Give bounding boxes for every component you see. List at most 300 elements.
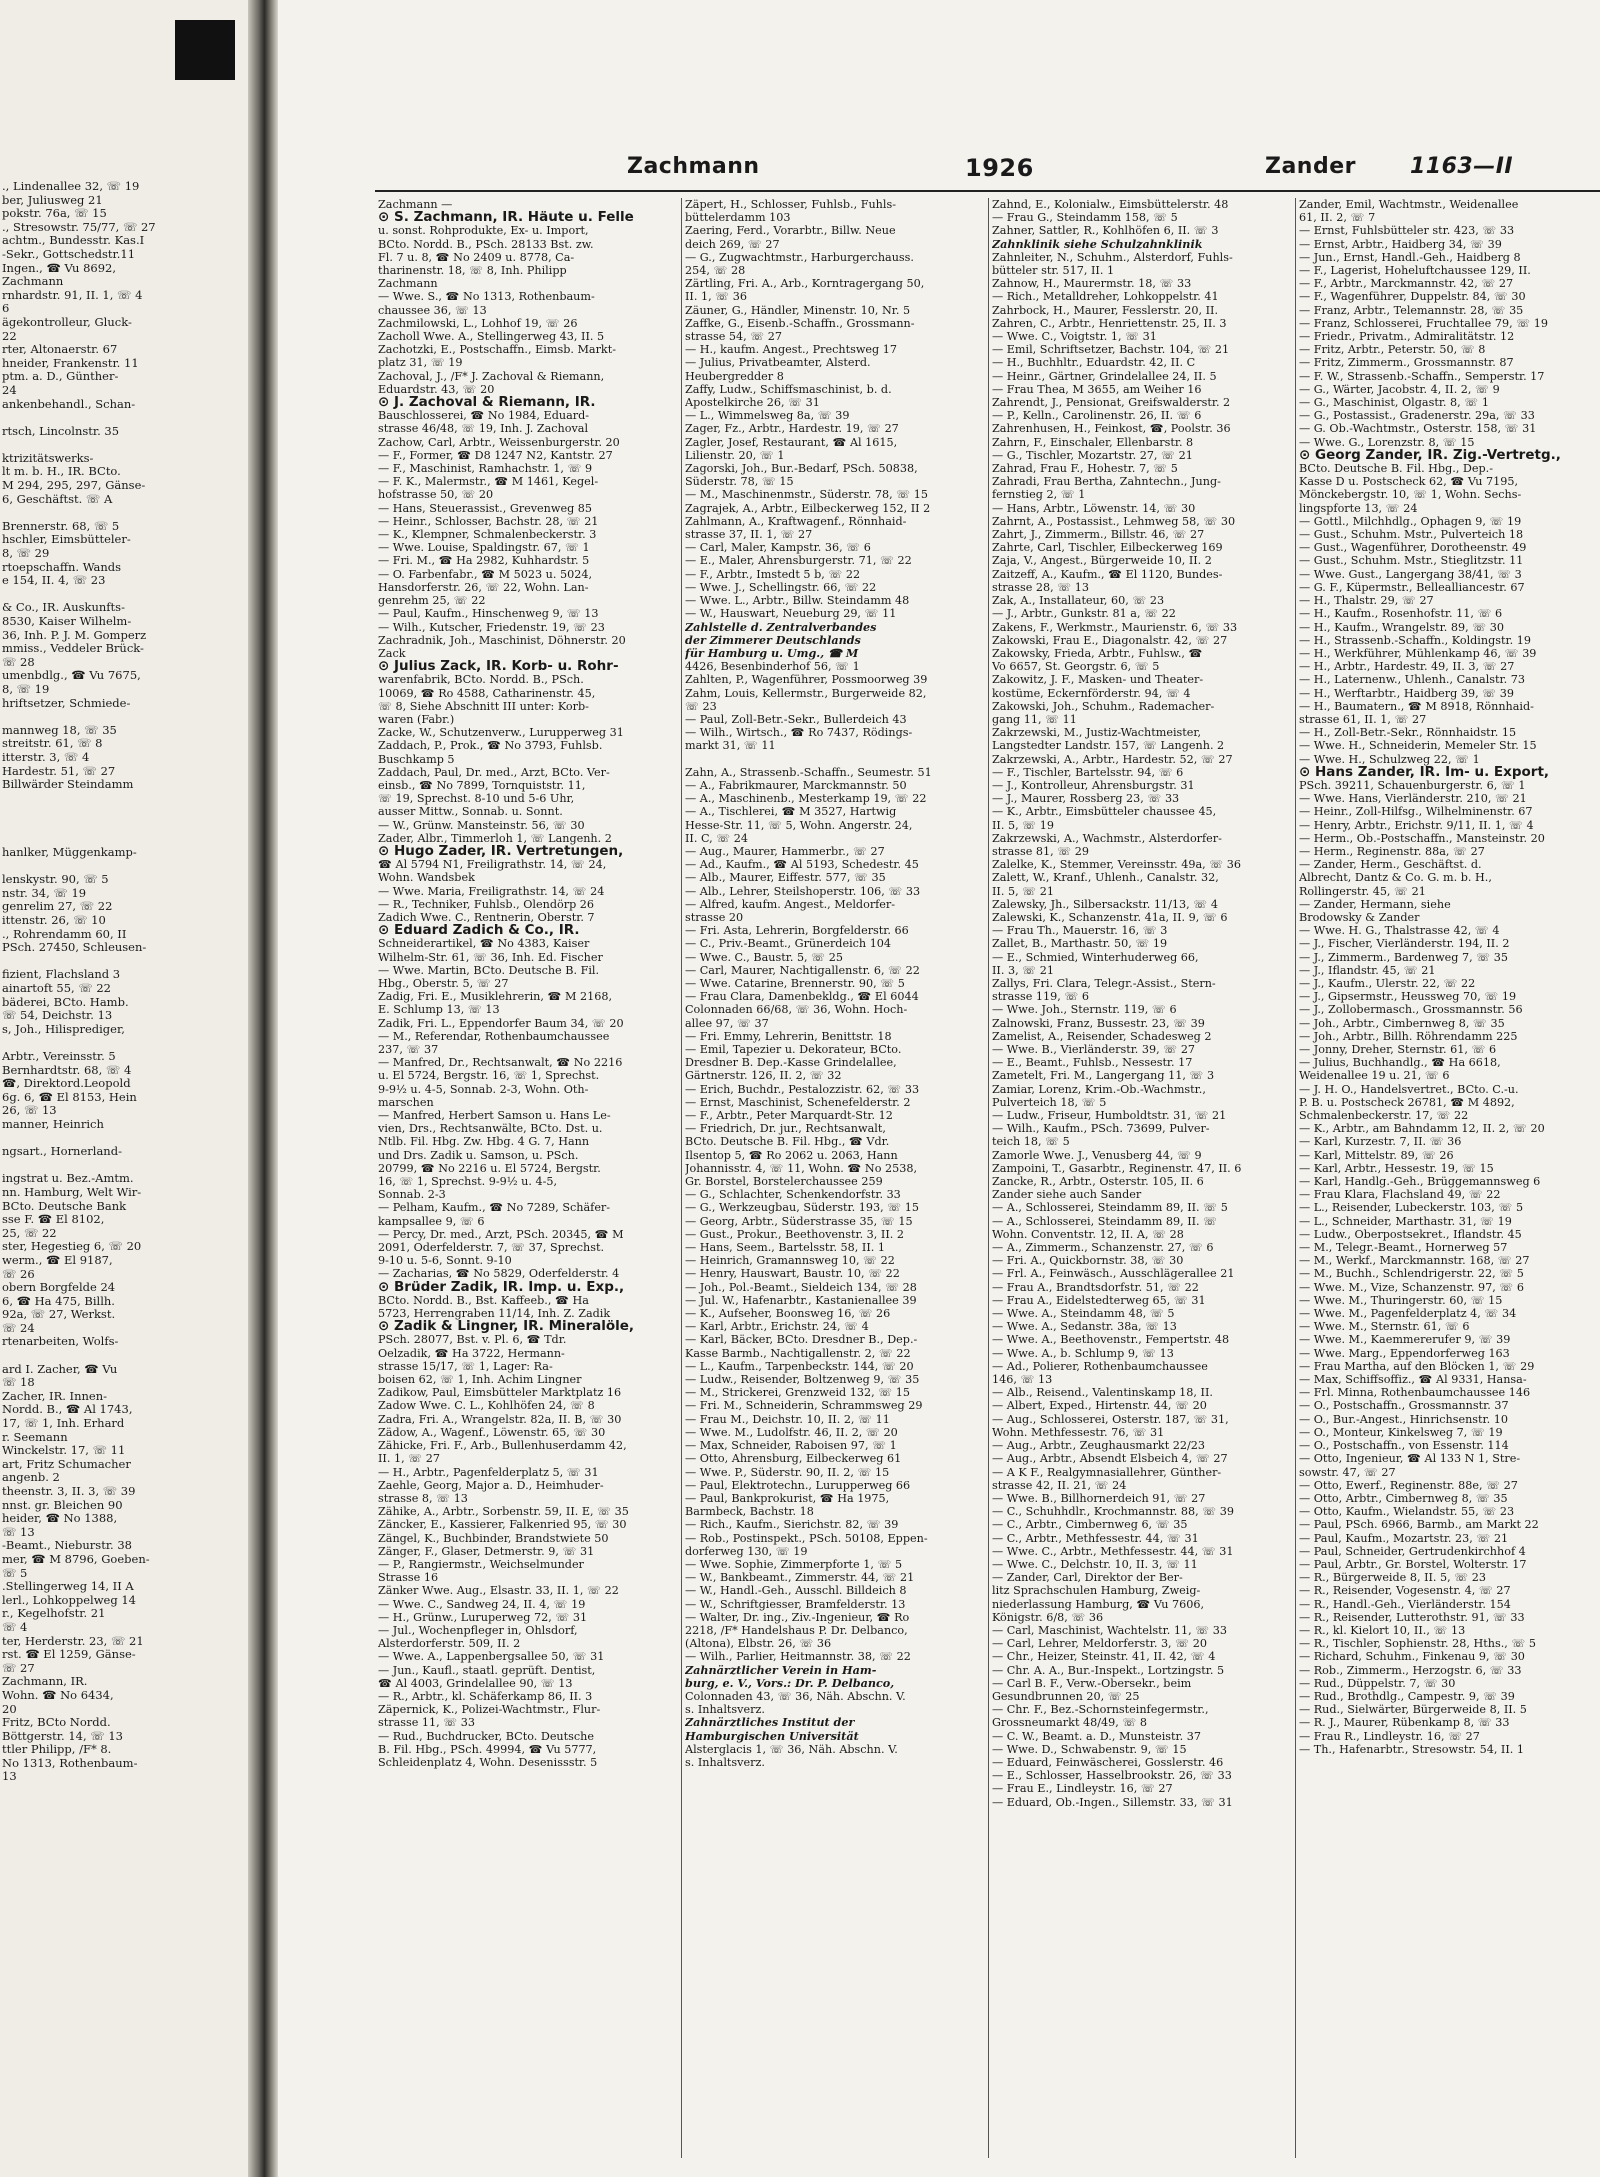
directory-entry-line: der Zimmerer Deutschlands [685, 633, 861, 647]
directory-entry-line: vien, Drs., Rechtsanwälte, BCto. Dst. u. [378, 1122, 603, 1136]
directory-entry-line: — Walter, Dr. ing., Ziv.-Ingenieur, ☎ Ro [685, 1610, 910, 1624]
directory-entry-line: — R., Reisender, Vogesenstr. 4, ☏ 27 [1299, 1584, 1511, 1598]
left-page-line: 6, ☎ Ha 475, Billh. [2, 1294, 115, 1308]
directory-entry-line: sowstr. 47, ☏ 27 [1299, 1465, 1396, 1479]
directory-entry-line: — Paul, Zoll-Betr.-Sekr., Bullerdeich 43 [685, 712, 907, 726]
directory-entry-line: Zampoini, T., Gasarbtr., Reginenstr. 47, II. 6 [992, 1161, 1242, 1175]
directory-entry-line: 4426, Besenbinderhof 56, ☏ 1 [685, 660, 860, 674]
directory-entry-line: B. Fil. Hbg., PSch. 49994, ☎ Vu 5777, [378, 1742, 597, 1756]
directory-entry-line: — Wilh., Kaufm., PSch. 73699, Pulver- [992, 1122, 1210, 1136]
directory-entry-line: Weidenallee 19 u. 21, ☏ 6 [1299, 1069, 1450, 1083]
directory-entry-line: ⊙ Eduard Zadich & Co., IR. [378, 924, 580, 938]
left-page-line: mannweg 18, ☏ 35 [2, 723, 117, 737]
directory-entry-line: Vo 6657, St. Georgstr. 6, ☏ 5 [992, 660, 1160, 674]
page-gutter [248, 0, 278, 2177]
directory-entry-line: — K., Aufseher, Boonsweg 16, ☏ 26 [685, 1307, 891, 1321]
directory-entry-line: — Fritz, Arbtr., Peterstr. 50, ☏ 8 [1299, 343, 1486, 357]
directory-entry-line: Zalewski, K., Schanzenstr. 41a, II. 9, ☏ 6 [992, 910, 1228, 924]
directory-column-4 [1296, 198, 1600, 2158]
directory-entry-line: — Jul., Wochenpfleger in, Ohlsdorf, [378, 1623, 578, 1637]
directory-entry-line: — P., Rangiermstr., Weichselmunder [378, 1557, 584, 1571]
directory-entry-line: PSch. 28077, Bst. v. Pl. 6, ☎ Tdr. [378, 1333, 567, 1347]
directory-entry-line: — G., Maschinist, Olgastr. 8, ☏ 1 [1299, 396, 1489, 410]
directory-entry-line: — Wwe. Joh., Sternstr. 119, ☏ 6 [992, 1003, 1177, 1017]
directory-entry-line: — J., Kontrolleur, Ahrensburgstr. 31 [992, 778, 1195, 792]
left-page-line: No 1313, Rothenbaum- [2, 1756, 138, 1770]
left-page-line: & Co., IR. Auskunfts- [2, 601, 125, 615]
directory-entry-line: Zalelke, K., Stemmer, Vereinsstr. 49a, ☏ 36 [992, 858, 1242, 872]
directory-entry-line: Zahlten, P., Wagenführer, Possmoorweg 39 [685, 673, 928, 687]
directory-entry-line: 2091, Oderfelderstr. 7, ☏ 37, Sprechst. [378, 1241, 605, 1255]
directory-entry-line: s. Inhaltsverz. [685, 1703, 765, 1717]
left-page-line: ☎, Direktord.Leopold [2, 1077, 131, 1091]
directory-entry-line: — H., Zoll-Betr.-Sekr., Rönnhaidstr. 15 [1299, 726, 1517, 740]
directory-entry-line: — Gust., Schuhm. Mstr., Pulverteich 18 [1299, 528, 1524, 542]
left-page-line: ngsart., Hornerland- [2, 1145, 122, 1159]
directory-entry-line: Brodowsky & Zander [1299, 910, 1420, 924]
directory-entry-line: Zäpernick, K., Polizei-Wachtmstr., Flur- [378, 1703, 601, 1717]
left-page-line: rter, Altonaerstr. 67 [2, 343, 118, 357]
left-page-line: 20 [2, 1702, 17, 1716]
left-page-line: nstr. 34, ☏ 19 [2, 886, 87, 900]
directory-entry-line: Zahlmann, A., Kraftwagenf., Rönnhaid- [685, 514, 907, 528]
directory-entry-line: waren (Fabr.) [378, 712, 455, 726]
left-page-line: mer, ☎ M 8796, Goeben- [2, 1552, 150, 1566]
left-page-line: ☏ 28 [2, 655, 35, 669]
directory-entry-line: Zaehle, Georg, Major a. D., Heimhuder- [378, 1478, 604, 1492]
directory-entry-line: — Alb., Reisend., Valentinskamp 18, II. [992, 1386, 1213, 1400]
directory-entry-line: strasse 8, ☏ 13 [378, 1491, 468, 1505]
left-page-line [2, 805, 242, 819]
directory-entry-line: warenfabrik, BCto. Nordd. B., PSch. [378, 673, 584, 687]
left-page-line: umenbdlg., ☎ Vu 7675, [2, 669, 141, 683]
directory-entry-line: — Otto, Kaufm., Wielandstr. 55, ☏ 23 [1299, 1505, 1515, 1519]
directory-entry-line: Sonnab. 2-3 [378, 1188, 446, 1202]
directory-entry-line: Zahrendt, J., Pensionat, Greifswalderstr. 2 [992, 396, 1231, 410]
left-page-line: ☏ 26 [2, 1267, 35, 1281]
directory-entry-line: deich 269, ☏ 27 [685, 237, 780, 251]
directory-entry-line: — Karl, Arbtr., Hessestr. 19, ☏ 15 [1299, 1161, 1494, 1175]
directory-entry-line: — Otto, Arbtr., Cimbernweg 8, ☏ 35 [1299, 1491, 1508, 1505]
directory-entry-line: 20799, ☎ No 2216 u. El 5724, Bergstr. [378, 1161, 601, 1175]
directory-entry-line: — Paul, PSch. 6966, Barmb., am Markt 22 [1299, 1518, 1539, 1532]
left-page-line: mmiss., Veddeler Brück- [2, 642, 144, 656]
directory-entry-line: — Wwe. L., Arbtr., Billw. Steindamm 48 [685, 594, 910, 608]
directory-entry-line: Colonnaden 66/68, ☏ 36, Wohn. Hoch- [685, 1003, 908, 1017]
directory-entry-line: Zancke, R., Arbtr., Osterstr. 105, II. 6 [992, 1175, 1204, 1189]
directory-entry-line: hofstrasse 50, ☏ 20 [378, 488, 494, 502]
directory-entry-line: — Percy, Dr. med., Arzt, PSch. 20345, ☎ M [378, 1227, 624, 1241]
directory-entry-line: — Rud., Brothdlg., Campestr. 9, ☏ 39 [1299, 1689, 1515, 1703]
directory-entry-line: Zagrajek, A., Arbtr., Eilbeckerweg 152, II 2 [685, 501, 931, 515]
directory-entry-line: 16, ☏ 1, Sprechst. 9-9½ u. 4-5, [378, 1175, 558, 1189]
directory-entry-line: lingspforte 13, ☏ 24 [1299, 501, 1418, 515]
directory-entry-line: Zachow, Carl, Arbtr., Weissenburgerstr. 20 [378, 435, 620, 449]
left-page [0, 0, 248, 2177]
directory-entry-line: strasse 15/17, ☏ 1, Lager: Ra- [378, 1359, 553, 1373]
directory-entry-line: — Wwe. C., Delchstr. 10, II. 3, ☏ 11 [992, 1557, 1198, 1571]
directory-entry-line: — Max, Schiffsoffiz., ☎ Al 9331, Hansa- [1299, 1373, 1527, 1387]
directory-entry-line: P. B. u. Postscheck 26781, ☎ M 4892, [1299, 1095, 1515, 1109]
left-page-line: Zachmann [2, 275, 64, 289]
left-page-line: 24 [2, 383, 17, 397]
running-header [285, 150, 1600, 190]
directory-entry-line: — H., Baumatern., ☎ M 8918, Rönnhaid- [1299, 699, 1534, 713]
directory-entry-line: — Chr. A. A., Bur.-Inspekt., Lortzingstr. 5 [992, 1663, 1225, 1677]
directory-entry-line: — Wwe. Louise, Spaldingstr. 67, ☏ 1 [378, 541, 590, 555]
directory-entry-line: — R., Techniker, Fuhlsb., Olendörp 26 [378, 897, 595, 911]
directory-entry-line: Strasse 16 [378, 1571, 439, 1585]
directory-entry-line: — J., Maurer, Rossberg 23, ☏ 33 [992, 792, 1180, 806]
directory-entry-line: — L., Schneider, Marthastr. 31, ☏ 19 [1299, 1214, 1512, 1228]
left-page-line [2, 1159, 242, 1173]
directory-entry-line: Pulverteich 18, ☏ 5 [992, 1095, 1107, 1109]
directory-entry-line: — Wwe. B., Billhornerdeich 91, ☏ 27 [992, 1491, 1206, 1505]
directory-entry-line: — Friedrich, Dr. jur., Rechtsanwalt, [685, 1122, 886, 1136]
left-page-line [2, 1349, 242, 1363]
directory-entry-line: — Ernst, Maschinist, Schenefelderstr. 2 [685, 1095, 911, 1109]
left-page-line: Fritz, BCto Nordd. [2, 1716, 111, 1730]
directory-entry-line: — Wwe. H., Schneiderin, Memeler Str. 15 [1299, 739, 1537, 753]
left-page-line: ☏ 18 [2, 1376, 35, 1390]
directory-entry-line: — Frau Th., Mauerstr. 16, ☏ 3 [992, 924, 1168, 938]
directory-entry-line: — Carl, Lehrer, Meldorferstr. 3, ☏ 20 [992, 1637, 1207, 1651]
directory-entry-line: — Eduard, Ob.-Ingen., Sillemstr. 33, ☏ 31 [992, 1795, 1233, 1809]
directory-entry-line: Heubergredder 8 [685, 369, 784, 383]
directory-entry-line: — Wwe. G., Lorenzstr. 8, ☏ 15 [1299, 435, 1475, 449]
directory-entry-line: — H., Werftarbtr., Haidberg 39, ☏ 39 [1299, 686, 1514, 700]
directory-entry-line: Zähicke, Fri. F., Arb., Bullenhuserdamm 42, [378, 1439, 627, 1453]
directory-entry-line: Zallys, Fri. Clara, Telegr.-Assist., Stern- [992, 976, 1216, 990]
directory-entry-line: — Gust., Schuhm. Mstr., Stieglitzstr. 11 [1299, 554, 1524, 568]
directory-entry-line: ⊙ Julius Zack, IR. Korb- u. Rohr- [378, 660, 619, 674]
directory-entry-line: Schleidenplatz 4, Wohn. Desenissstr. 5 [378, 1755, 598, 1769]
directory-entry-line: — Aug., Arbtr., Absendt Elsbeich 4, ☏ 27 [992, 1452, 1228, 1466]
directory-entry-line: BCto. Nordd. B., Bst. Kaffeeb., ☎ Ha [378, 1293, 589, 1307]
directory-entry-line: litz Sprachschulen Hamburg, Zweig- [992, 1584, 1201, 1598]
directory-entry-line: — F. W., Strassenb.-Schaffn., Semperstr. 17 [1299, 369, 1545, 383]
directory-entry-line: — Wwe. M., Pagenfelderplatz 4, ☏ 34 [1299, 1307, 1517, 1321]
directory-entry-line: — Karl, Kurzestr. 7, II. ☏ 36 [1299, 1135, 1462, 1149]
left-page-line: 17, ☏ 1, Inh. Erhard [2, 1417, 125, 1431]
left-page-line: PSch. 27450, Schleusen- [2, 941, 147, 955]
directory-entry-line: strasse 81, ☏ 29 [992, 844, 1090, 858]
directory-entry-line: ☏ 19, Sprechst. 8-10 und 5-6 Uhr, [378, 792, 575, 806]
directory-entry-line: Zametelt, Fri. M., Langergang 11, ☏ 3 [992, 1069, 1215, 1083]
directory-entry-line: Zachradnik, Joh., Maschinist, Döhnerstr. 20 [378, 633, 626, 647]
left-page-line: hschler, Eimsbütteler- [2, 533, 131, 547]
directory-entry-line: — H., Kaufm., Wrangelstr. 89, ☏ 30 [1299, 620, 1504, 634]
directory-entry-line: — Ernst, Arbtr., Haidberg 34, ☏ 39 [1299, 237, 1502, 251]
directory-entry-line: — Fri. Emmy, Lehrerin, Benittstr. 18 [685, 1029, 892, 1043]
directory-entry-line: Zahn, A., Strassenb.-Schaffn., Seumestr. 51 [685, 765, 932, 779]
directory-entry-line: Zakens, F., Werkmstr., Maurienstr. 6, ☏ 33 [992, 620, 1238, 634]
directory-entry-line: — Jun., Ernst, Handl.-Geh., Haidberg 8 [1299, 250, 1521, 264]
directory-entry-line: Kasse Barmb., Nachtigallenstr. 2, ☏ 22 [685, 1346, 911, 1360]
directory-entry-line: — Max, Schneider, Raboisen 97, ☏ 1 [685, 1439, 897, 1453]
directory-entry-line: tharinenstr. 18, ☏ 8, Inh. Philipp [378, 264, 567, 278]
left-page-line: rst. ☎ El 1259, Gänse- [2, 1648, 136, 1662]
directory-entry-line: — Joh., Arbtr., Billh. Röhrendamm 225 [1299, 1029, 1518, 1043]
left-page-line: ☏ 27 [2, 1661, 35, 1675]
directory-entry-line: — J., Kaufm., Ulerstr. 22, ☏ 22 [1299, 976, 1476, 990]
left-page-line: Ingen., ☎ Vu 8692, [2, 261, 117, 275]
directory-entry-line: — J., Fischer, Vierländerstr. 194, II. 2 [1299, 937, 1510, 951]
directory-entry-line: — G. Ob.-Wachtmstr., Osterstr. 158, ☏ 31 [1299, 422, 1537, 436]
directory-entry-line: ausser Mittw., Sonnab. u. Sonnt. [378, 805, 563, 819]
directory-entry-line: (Altona), Elbstr. 26, ☏ 36 [685, 1637, 832, 1651]
directory-entry-line: Zander, Emil, Wachtmstr., Weidenallee [1299, 198, 1519, 211]
directory-entry-line: Zakrzewski, A., Arbtr., Hardestr. 52, ☏ 27 [992, 752, 1233, 766]
left-page-line: 6, Geschäftst. ☏ A [2, 492, 113, 506]
left-page-line [2, 792, 242, 806]
left-page-line [2, 819, 242, 833]
directory-entry-line: — Aug., Schlosserei, Osterstr. 187, ☏ 31, [992, 1412, 1229, 1426]
left-page-line: s, Joh., Hilisprediger, [2, 1022, 125, 1036]
directory-entry-line: — Wwe. C., Baustr. 5, ☏ 25 [685, 950, 843, 964]
left-page-line [2, 860, 242, 874]
directory-entry-line: — H., Buchhltr., Eduardstr. 42, II. C [992, 356, 1196, 370]
directory-entry-line: Oelzadik, ☎ Ha 3722, Hermann- [378, 1346, 565, 1360]
directory-entry-line: — Wwe. Martin, BCto. Deutsche B. Fil. [378, 963, 600, 977]
left-page-line: art, Fritz Schumacher [2, 1457, 131, 1471]
directory-entry-line: — W., Handl.-Geh., Ausschl. Billdeich 8 [685, 1584, 907, 1598]
directory-entry-line: — F., Arbtr., Imstedt 5 b, ☏ 22 [685, 567, 861, 581]
directory-entry-line: bütteler str. 517, II. 1 [992, 264, 1115, 278]
left-page-line: 22 [2, 329, 17, 343]
directory-entry-line: ☎ Al 4003, Grindelallee 90, ☏ 13 [378, 1676, 573, 1690]
directory-entry-line: — A., Zimmerm., Schanzenstr. 27, ☏ 6 [992, 1241, 1214, 1255]
directory-entry-line: — W., Schriftgiesser, Bramfelderstr. 13 [685, 1597, 906, 1611]
directory-entry-line: — Ad., Kaufm., ☎ Al 5193, Schedestr. 45 [685, 858, 919, 872]
left-page-line: 6 [2, 302, 10, 316]
left-page-line: BCto. Deutsche Bank [2, 1199, 127, 1213]
directory-entry-line: — Heinrich, Gramannsweg 10, ☏ 22 [685, 1254, 895, 1268]
left-page-line: achtm., Bundesstr. Kas.I [2, 234, 145, 248]
directory-entry-line: markt 31, ☏ 11 [685, 739, 776, 753]
directory-entry-line: strasse 28, ☏ 13 [992, 580, 1090, 594]
directory-entry-line: Zäuner, G., Händler, Minenstr. 10, Nr. 5 [685, 303, 911, 317]
directory-entry-line: Hbg., Oberstr. 5, ☏ 27 [378, 976, 509, 990]
left-page-line: Arbtr., Vereinsstr. 5 [2, 1050, 116, 1063]
directory-entry-line: — Wwe. A., Beethovenstr., Fempertstr. 48 [992, 1333, 1230, 1347]
left-page-line: ägekontrolleur, Gluck- [2, 315, 132, 329]
left-page-line [2, 1036, 242, 1050]
directory-entry-line: — Rob., Zimmerm., Herzogstr. 6, ☏ 33 [1299, 1663, 1522, 1677]
directory-entry-line: Zaffke, G., Eisenb.-Schaffn., Grossmann- [685, 316, 915, 330]
directory-entry-line: — R., Reisender, Lutterothstr. 91, ☏ 33 [1299, 1610, 1525, 1624]
directory-entry-line: Zahradi, Frau Bertha, Zahntechn., Jung- [992, 475, 1221, 489]
directory-entry-line: — Frau Martha, auf den Blöcken 1, ☏ 29 [1299, 1359, 1535, 1373]
directory-entry-line: Zahnärztlicher Verein in Ham- [685, 1663, 877, 1677]
directory-entry-line: — C., Priv.-Beamt., Grünerdeich 104 [685, 937, 892, 951]
directory-entry-line: — Heinr., Zoll-Hilfsg., Wilhelminenstr. 67 [1299, 805, 1533, 819]
directory-entry-line: — Wwe. H. G., Thalstrasse 42, ☏ 4 [1299, 924, 1500, 938]
directory-entry-line: — Jonny, Dreher, Sternstr. 61, ☏ 6 [1299, 1043, 1497, 1056]
directory-entry-line: — Gust., Prokur., Beethovenstr. 3, II. 2 [685, 1227, 904, 1241]
directory-entry-line: — Richard, Schuhm., Finkenau 9, ☏ 30 [1299, 1650, 1525, 1664]
directory-entry-line: — Wwe. Hans, Vierländerstr. 210, ☏ 21 [1299, 792, 1527, 806]
left-page-line: ☏ 4 [2, 1620, 28, 1634]
directory-entry-line: Zadra, Fri. A., Wrangelstr. 82a, II. B, ☏ 30 [378, 1412, 622, 1426]
directory-entry-line: Fl. 7 u. 8, ☎ No 2409 u. 8778, Ca- [378, 250, 575, 264]
directory-entry-line: — F., Lagerist, Hoheluftchaussee 129, II. [1299, 264, 1531, 278]
left-page-line: 13 [2, 1770, 17, 1784]
directory-entry-line: u. El 5724, Bergstr. 16, ☏ 1, Sprechst. [378, 1069, 600, 1083]
directory-entry-line: Zalewsky, Jh., Silbersackstr. 11/13, ☏ 4 [992, 897, 1218, 911]
directory-entry-line: Zahrte, Carl, Tischler, Eilbeckerweg 169 [992, 541, 1223, 555]
directory-entry-line: — Frau M., Deichstr. 10, II. 2, ☏ 11 [685, 1412, 890, 1426]
directory-entry-line: — Albert, Exped., Hirtenstr. 44, ☏ 20 [992, 1399, 1207, 1413]
directory-entry-line: — G., Werkzeugbau, Süderstr. 193, ☏ 15 [685, 1201, 920, 1215]
directory-entry-line: strasse 119, ☏ 6 [992, 990, 1090, 1004]
directory-entry-line: PSch. 39211, Schauenburgerstr. 6, ☏ 1 [1299, 778, 1526, 792]
directory-entry-line: — Aug., Arbtr., Zeughausmarkt 22/23 [992, 1439, 1206, 1453]
directory-entry-line: Apostelkirche 26, ☏ 31 [685, 396, 820, 410]
left-page-line: 8530, Kaiser Wilhelm- [2, 615, 132, 628]
directory-entry-line: Zakowski, Joh., Schuhm., Rademacher- [992, 699, 1215, 713]
directory-entry-line: — Wwe. A., Steindamm 48, ☏ 5 [992, 1307, 1175, 1321]
directory-entry-line: — Hans, Steuerassist., Grevenweg 85 [378, 501, 593, 515]
directory-entry-line: niederlassung Hamburg, ☎ Vu 7606, [992, 1597, 1205, 1611]
right-page [285, 0, 1600, 2177]
directory-entry-line: — L., Reisender, Lubeckerstr. 103, ☏ 5 [1299, 1201, 1524, 1215]
directory-entry-line: Eduardstr. 43, ☏ 20 [378, 382, 495, 396]
directory-entry-line: Zahnleiter, N., Schuhm., Alsterdorf, Fuhls- [992, 250, 1233, 264]
directory-entry-line: Zadow Wwe. C. L., Kohlhöfen 24, ☏ 8 [378, 1399, 595, 1413]
left-page-line: 6g. 6, ☎ El 8153, Hein [2, 1090, 137, 1104]
directory-entry-line: Grossneumarkt 48/49, ☏ 8 [992, 1716, 1148, 1730]
directory-entry-line: BCto. Nordd. B., PSch. 28133 Bst. zw. [378, 237, 594, 251]
directory-entry-line: — Manfred, Dr., Rechtsanwalt, ☎ No 2216 [378, 1056, 623, 1070]
directory-entry-line: II. 5, ☏ 21 [992, 884, 1054, 898]
directory-entry-line: Zahnärztliches Institut der [685, 1716, 855, 1730]
directory-entry-line: chaussee 36, ☏ 13 [378, 303, 487, 317]
directory-entry-line: — Manfred, Herbert Samson u. Hans Le- [378, 1109, 611, 1123]
directory-entry-line: — Wwe. Maria, Freiligrathstr. 14, ☏ 24 [378, 884, 605, 898]
directory-entry-line: ⊙ J. Zachoval & Riemann, IR. [378, 396, 596, 410]
directory-entry-line: Zachotzki, E., Postschaffn., Eimsb. Markt- [378, 343, 616, 357]
left-page-line: obern Borgfelde 24 [2, 1281, 116, 1295]
directory-entry-line: — Alfred, kaufm. Angest., Meldorfer- [685, 897, 896, 911]
directory-entry-line: Kasse D u. Postscheck 62, ☎ Vu 7195, [1299, 475, 1519, 489]
directory-entry-line: — Fri. A., Quickbornstr. 38, ☏ 30 [992, 1254, 1184, 1268]
directory-entry-line: II. 1, ☏ 36 [685, 290, 747, 304]
directory-entry-line: — Rich., Kaufm., Sierichstr. 82, ☏ 39 [685, 1518, 899, 1532]
directory-entry-line: 254, ☏ 28 [685, 264, 746, 278]
directory-entry-line: — Wwe. P., Süderstr. 90, II. 2, ☏ 15 [685, 1465, 890, 1479]
directory-entry-line: — Paul, Schneider, Gertrudenkirchhof 4 [1299, 1544, 1526, 1558]
left-page-line: itterstr. 3, ☏ 4 [2, 750, 90, 764]
directory-entry-line: — C., Arbtr., Cimbernweg 6, ☏ 35 [992, 1518, 1188, 1532]
directory-entry-line: Alsterdorferstr. 509, II. 2 [378, 1637, 521, 1651]
directory-entry-line: — Frl. Minna, Rothenbaumchaussee 146 [1299, 1386, 1531, 1400]
directory-entry-line: Zahnd, E., Kolonialw., Eimsbüttelerstr. 48 [992, 198, 1229, 211]
directory-entry-line: ☎ Al 5794 N1, Freiligrathstr. 14, ☏ 24, [378, 858, 607, 872]
directory-columns [375, 198, 1600, 2158]
directory-entry-line: — Rud., Düppelstr. 7, ☏ 30 [1299, 1676, 1456, 1690]
directory-entry-line: — O., Postschaffn., Grossmannstr. 37 [1299, 1399, 1509, 1413]
directory-entry-line: — R., kl. Kielort 10, II., ☏ 13 [1299, 1623, 1466, 1637]
directory-entry-line: — Fri. M., Schneiderin, Schrammsweg 29 [685, 1399, 923, 1413]
directory-entry-line: — Karl, Mittelstr. 89, ☏ 26 [1299, 1148, 1454, 1162]
directory-entry-line: dorferweg 130, ☏ 19 [685, 1544, 808, 1558]
directory-entry-line: — Joh., Arbtr., Cimbernweg 8, ☏ 35 [1299, 1016, 1505, 1030]
directory-entry-line: Zamiar, Lorenz, Krim.-Ob.-Wachmstr., [992, 1082, 1206, 1096]
directory-entry-line: — L., Wimmelsweg 8a, ☏ 39 [685, 409, 850, 423]
directory-entry-line: — Wwe. M., Thuringerstr. 60, ☏ 15 [1299, 1293, 1503, 1307]
directory-entry-line: strasse 61, II. 1, ☏ 27 [1299, 712, 1427, 726]
directory-entry-line: — Jun., Kaufl., staatl. geprüft. Dentist, [378, 1663, 596, 1677]
directory-entry-line: — Erich, Buchdr., Pestalozzistr. 62, ☏ 33 [685, 1082, 920, 1096]
left-page-line: -Beamt., Nieburstr. 38 [2, 1539, 133, 1553]
directory-entry-line: — Chr., Heizer, Steinstr. 41, II. 42, ☏ 4 [992, 1650, 1216, 1664]
directory-entry-line: — H., Thalstr. 29, ☏ 27 [1299, 594, 1434, 608]
left-page-line: hneider, Frankenstr. 11 [2, 356, 139, 370]
left-page-line: ttler Philipp, /F* 8. [2, 1743, 112, 1757]
left-page-line: Brennerstr. 68, ☏ 5 [2, 519, 120, 533]
directory-entry-line: — J., Arbtr., Gunkstr. 81 a, ☏ 22 [992, 607, 1176, 621]
directory-entry-line: — W., Bankbeamt., Zimmerstr. 44, ☏ 21 [685, 1571, 915, 1585]
directory-entry-line: — A., Fabrikmaurer, Marckmannstr. 50 [685, 778, 907, 792]
directory-entry-line: strasse 42, II. 21, ☏ 24 [992, 1478, 1127, 1492]
directory-entry-line: Wohn. Conventstr. 12, II. A, ☏ 28 [992, 1227, 1184, 1241]
directory-entry-line: Gärtnerstr. 126, II. 2, ☏ 32 [685, 1069, 842, 1083]
directory-entry-line: 10069, ☎ Ro 4588, Catharinenstr. 45, [378, 686, 596, 700]
directory-entry-line: — Frau A., Brandtsdorfstr. 51, ☏ 22 [992, 1280, 1199, 1294]
directory-entry-line: Zagler, Josef, Restaurant, ☎ Al 1615, [685, 435, 898, 449]
directory-entry-line: Zaitzeff, A., Kaufm., ☎ El 1120, Bundes- [992, 567, 1223, 581]
directory-entry-line: — Wwe. Sophie, Zimmerpforte 1, ☏ 5 [685, 1557, 903, 1571]
directory-entry-line: Buschkamp 5 [378, 752, 455, 766]
directory-entry-line: Zahnow, H., Maurermstr. 18, ☏ 33 [992, 277, 1192, 291]
directory-entry-line: — Frau G., Steindamm 158, ☏ 5 [992, 211, 1178, 225]
directory-entry-line: für Hamburg u. Umg., ☎ M [685, 646, 859, 660]
left-page-line: Böttgerstr. 14, ☏ 13 [2, 1729, 123, 1743]
directory-entry-line: — Wwe. A., Sedanstr. 38a, ☏ 13 [992, 1320, 1177, 1334]
directory-entry-line: — Gust., Wagenführer, Dorotheenstr. 49 [1299, 541, 1527, 555]
directory-entry-line: Zahrbock, H., Maurer, Fesslerstr. 20, II. [992, 303, 1219, 317]
directory-entry-line: Zahrad, Frau F., Hohestr. 7, ☏ 5 [992, 462, 1178, 476]
directory-entry-line: — G. F., Küpermstr., Bellealliancestr. 67 [1299, 580, 1525, 594]
directory-entry-line: Zak, A., Installateur, 60, ☏ 23 [992, 594, 1165, 608]
directory-column-2 [682, 198, 989, 2158]
directory-entry-line: Gr. Borstel, Borstelerchaussee 259 [685, 1175, 883, 1189]
header-rule [375, 190, 1600, 192]
left-page-line: nnst. gr. Bleichen 90 [2, 1498, 123, 1512]
directory-entry-line: Zadikow, Paul, Eimsbütteler Marktplatz 16 [378, 1386, 622, 1400]
header-year: 1926 [965, 154, 1034, 182]
directory-entry-line: Zakowski, Frau E., Diagonalstr. 42, ☏ 27 [992, 633, 1228, 647]
directory-entry-line: — O., Monteur, Kinkelsweg 7, ☏ 19 [1299, 1425, 1503, 1439]
directory-entry-line: Zahm, Louis, Kellermstr., Burgerweide 82, [685, 686, 927, 700]
directory-entry-line: — Paul, Arbtr., Gr. Borstel, Wolterstr. 17 [1299, 1557, 1527, 1571]
directory-entry-line: Zaja, V., Angest., Bürgerweide 10, II. 2 [992, 554, 1212, 568]
directory-entry-line: Zadik, Fri. L., Eppendorfer Baum 34, ☏ 20 [378, 1016, 624, 1030]
directory-entry-line: — R. J., Maurer, Rübenkamp 8, ☏ 33 [1299, 1716, 1510, 1730]
directory-entry-line: 237, ☏ 37 [378, 1043, 439, 1056]
directory-entry-line: und Drs. Zadik u. Samson, u. PSch. [378, 1148, 579, 1162]
directory-entry-line: — Wilh., Parlier, Heitmannstr. 38, ☏ 22 [685, 1650, 911, 1664]
directory-entry-line: E. Schlump 13, ☏ 13 [378, 1003, 500, 1017]
directory-entry-line: — Gottl., Milchhdlg., Ophagen 9, ☏ 19 [1299, 514, 1522, 528]
left-page-line: manner, Heinrich [2, 1117, 104, 1131]
left-page-line [2, 588, 242, 602]
directory-entry-line: Zachmann — [378, 198, 453, 211]
directory-entry-line: Zalnowski, Franz, Bussestr. 23, ☏ 39 [992, 1016, 1205, 1030]
left-page-line: lenskystr. 90, ☏ 5 [2, 873, 109, 887]
directory-entry-line: Colonnaden 43, ☏ 36, Näh. Abschn. V. [685, 1689, 906, 1703]
